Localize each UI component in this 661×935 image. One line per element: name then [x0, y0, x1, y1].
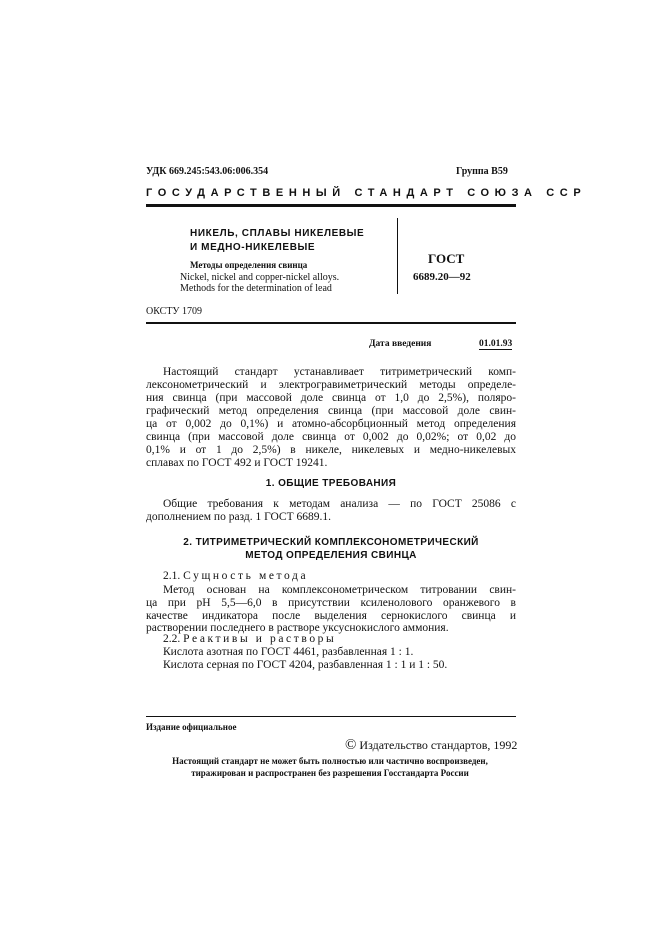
reproduction-notice-line-1: Настоящий стандарт не может быть полностью или частично воспроизведен,	[172, 756, 488, 766]
okstu-divider	[146, 322, 516, 324]
paragraph-line: ца от 0,002 до 0,1%) и атомно-абсорбционный метод определения	[146, 418, 516, 430]
copyright-text: Издательство стандартов, 1992	[359, 738, 518, 752]
paragraph-line: ния свинца (при массовой доле свинца от 1,0 до 2,5%), поляро-	[146, 392, 516, 404]
english-title-line-1: Nickel, nickel and copper-nickel alloys.	[180, 272, 340, 283]
section-2-heading-line-1: 2. ТИТРИМЕТРИЧЕСКИЙ КОМПЛЕКСОНОМЕТРИЧЕСКИЙ	[183, 537, 479, 548]
gost-number: 6689.20—92	[413, 271, 471, 283]
section-2-heading-line-2: МЕТОД ОПРЕДЕЛЕНИЯ СВИНЦА	[245, 550, 417, 561]
subsection-2-1-line: растворении последнего в растворе уксуснокислого аммония.	[146, 622, 449, 634]
subsection-2-2-number: 2.2.	[163, 633, 181, 645]
standard-name: ГОСУДАРСТВЕННЫЙ СТАНДАРТ СОЮЗА ССР	[146, 187, 587, 199]
subsection-2-1-number: 2.1.	[163, 570, 181, 582]
subsection-2-1-line: качестве индикатора после выделения сернокислого свинца и	[146, 610, 516, 622]
subsection-2-1-line: Метод основан на комплексонометрическом титровании свин-	[163, 584, 516, 596]
paragraph-line: сплавах по ГОСТ 492 и ГОСТ 19241.	[146, 457, 328, 469]
footer-divider	[146, 716, 516, 717]
intro-date-value: 01.01.93	[479, 339, 513, 349]
subsection-2-1-line: ца при рН 5,5—6,0 в присутствии ксиленолового оранжевого в	[146, 597, 516, 609]
intro-date-label: Дата введения	[369, 339, 432, 349]
udk-code: УДК 669.245:543.06:006.354	[146, 166, 269, 177]
title-line-1: НИКЕЛЬ, СПЛАВЫ НИКЕЛЕВЫЕ	[190, 228, 365, 239]
paragraph-line: Настоящий стандарт устанавливает титриметрический комп-	[163, 366, 516, 378]
reproduction-notice-line-2: тиражирован и распространен без разрешения Госстандарта России	[191, 768, 469, 778]
reagent-line: Кислота азотная по ГОСТ 4461, разбавленная 1 : 1.	[163, 646, 414, 658]
subsection-2-2-title: Реактивы и растворы	[183, 633, 337, 645]
title-line-2: И МЕДНО-НИКЕЛЕВЫЕ	[190, 242, 316, 253]
copyright	[345, 737, 517, 754]
paragraph-line: свинца (при массовой доле свинца от 0,002 до 0,02%; от 0,02 до	[146, 431, 516, 443]
title-vertical-divider	[397, 218, 398, 294]
reagent-line: Кислота серная по ГОСТ 4204, разбавленная 1 : 1 и 1 : 50.	[163, 659, 448, 671]
header-divider	[146, 204, 516, 207]
gost-label: ГОСТ	[428, 251, 465, 266]
subsection-2-2	[163, 633, 336, 645]
english-title-line-2: Methods for the determination of lead	[180, 283, 332, 294]
paragraph-line: графический метод определения свинца (при массовой доле свин-	[146, 405, 516, 417]
copyright-icon: ©	[345, 737, 357, 753]
subsection-2-1	[163, 570, 308, 582]
official-edition-label: Издание официальное	[146, 722, 237, 732]
paragraph-line: 0,1% и от 1 до 2,5%) в никеле, никелевых и медно-никелевых	[146, 444, 516, 456]
section-1-heading: 1. ОБЩИЕ ТРЕБОВАНИЯ	[265, 478, 397, 489]
paragraph-line: лексонометрический и электрогравиметрический методы определе-	[146, 379, 516, 391]
subsection-2-1-title: Сущность метода	[183, 570, 309, 582]
okstu-code: ОКСТУ 1709	[146, 306, 203, 317]
methods-subtitle: Методы определения свинца	[190, 260, 308, 270]
section-1-line: Общие требования к методам анализа — по ГОСТ 25086 с	[163, 498, 516, 510]
group-code: Группа В59	[456, 166, 508, 177]
section-1-line: дополнением по разд. 1 ГОСТ 6689.1.	[146, 511, 331, 523]
